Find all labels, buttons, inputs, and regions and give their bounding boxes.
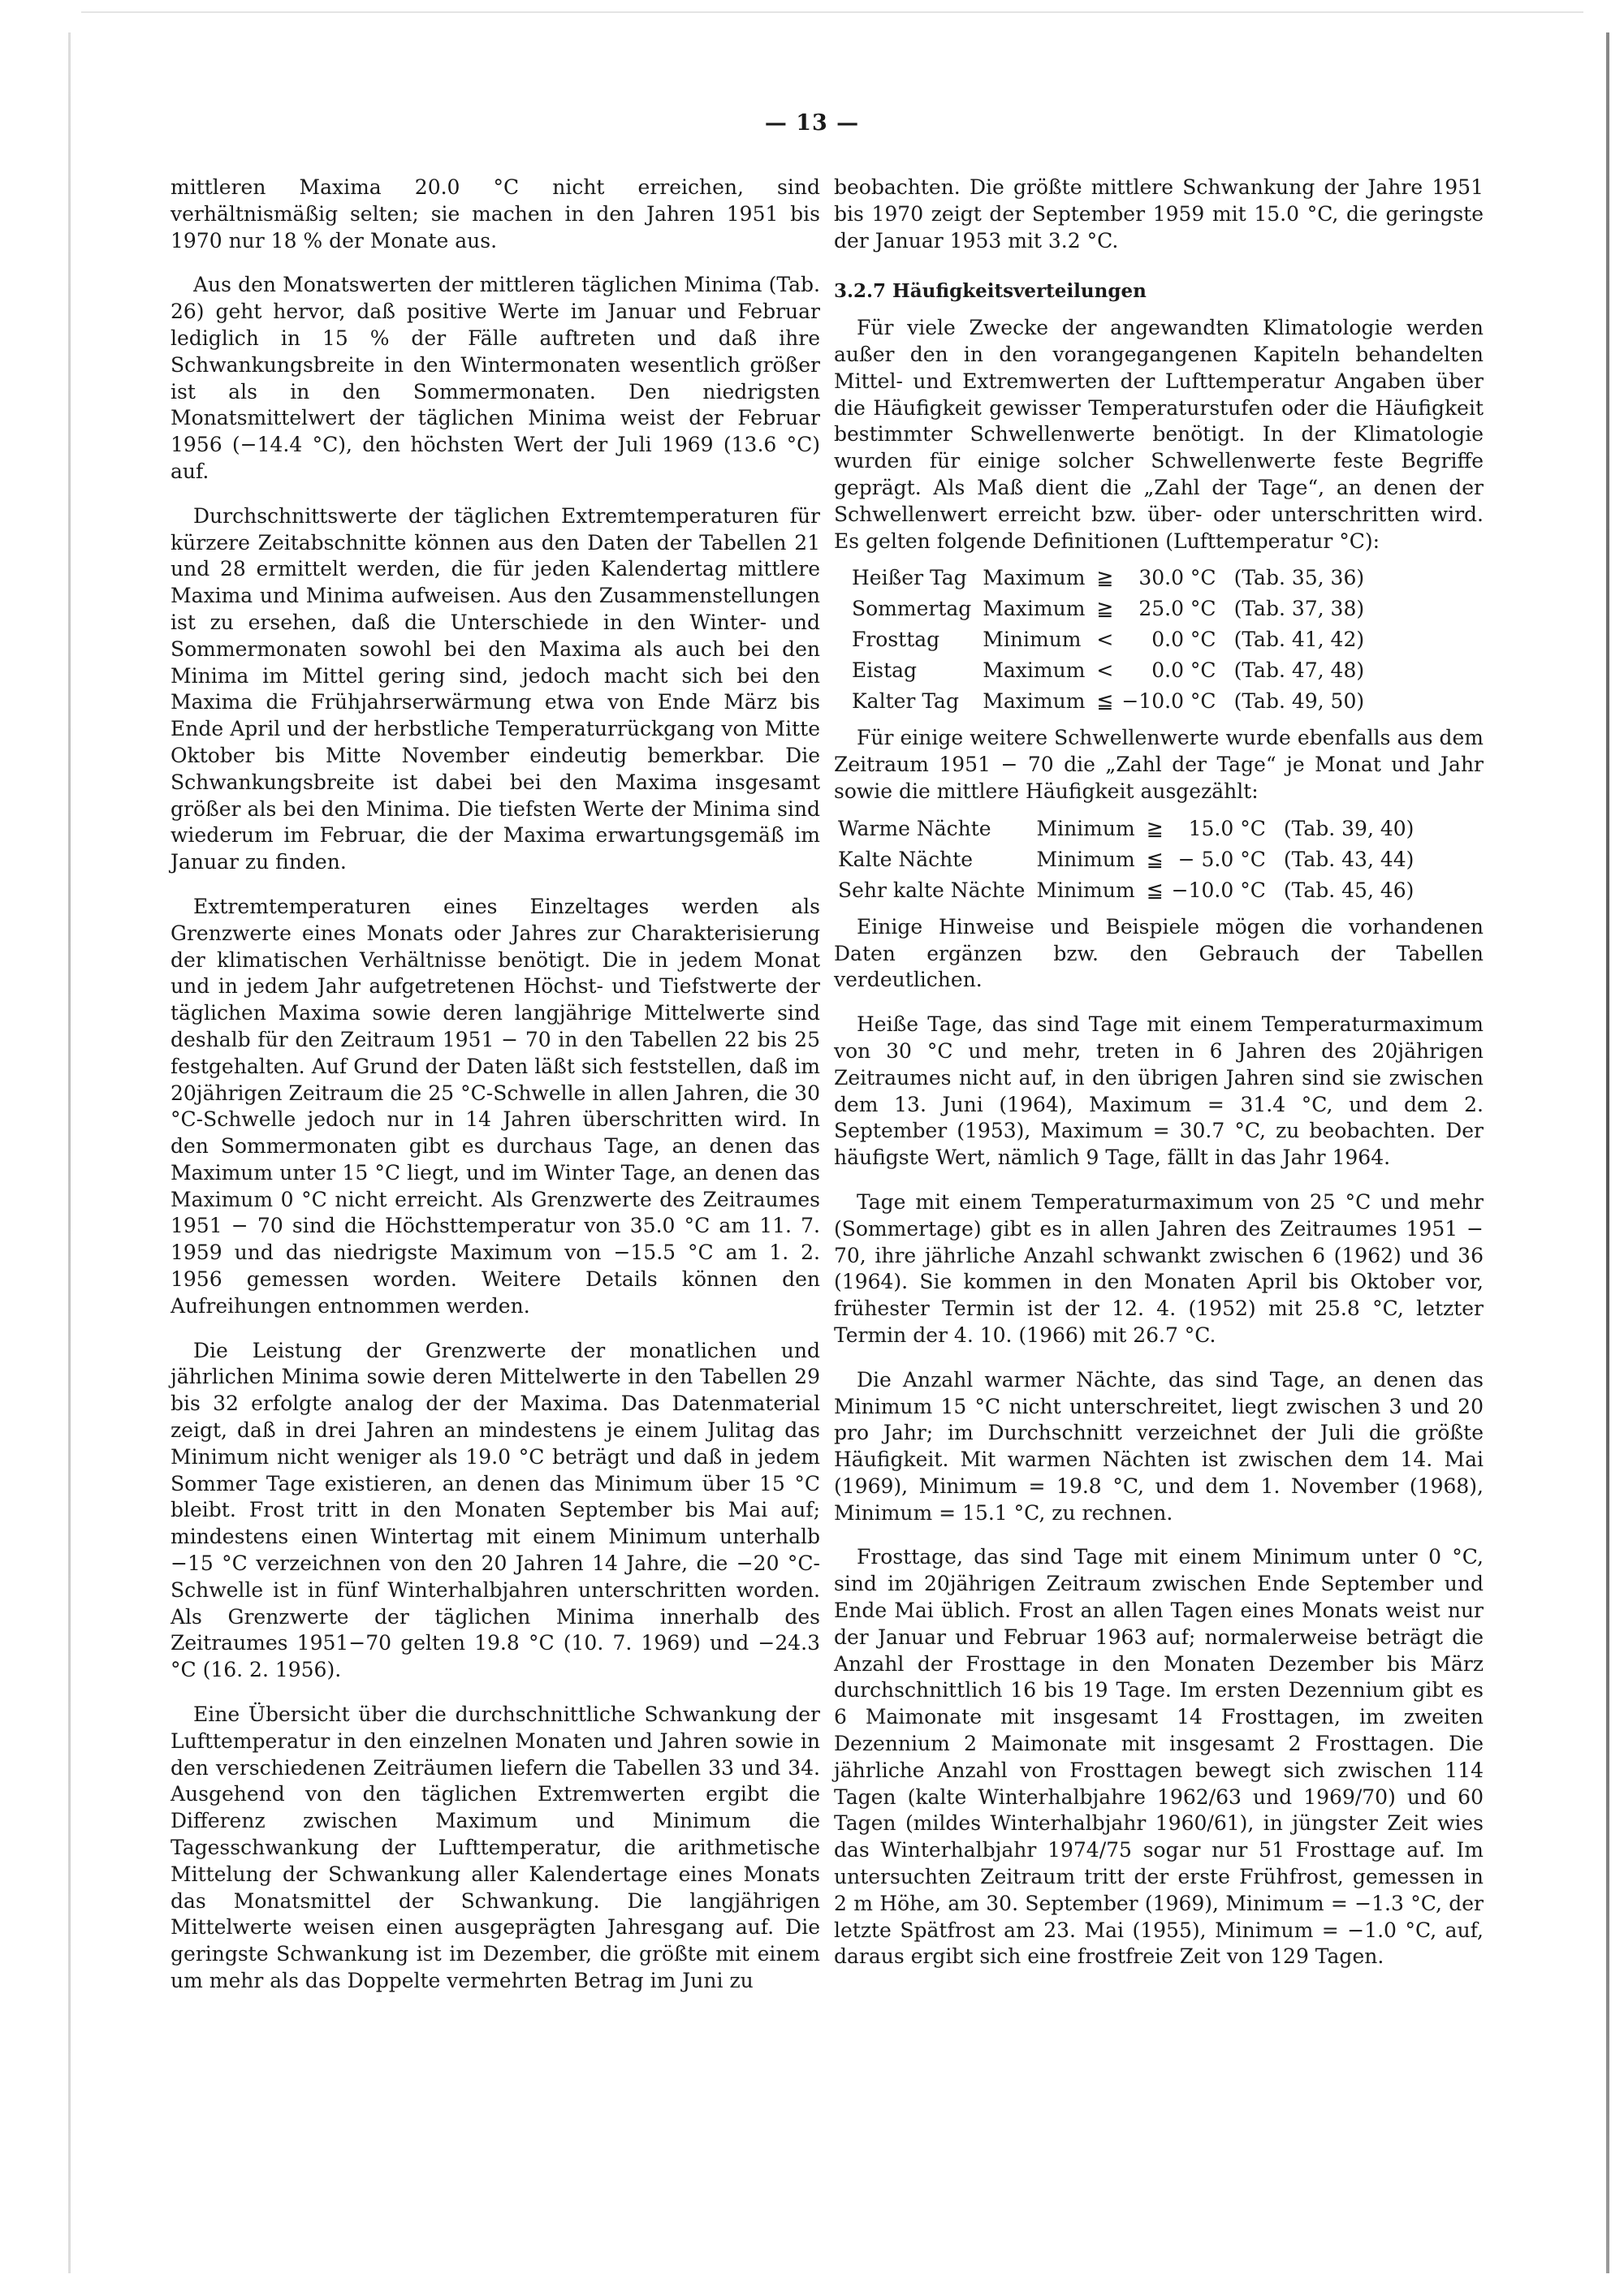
threshold-value: − 5.0 °C [1177,847,1266,871]
table-reference: (Tab. 37, 38) [1233,597,1365,621]
threshold-definitions-table [852,563,1376,717]
table-row [852,686,1376,717]
operator: ≧ [1146,816,1164,840]
term: Frosttag [852,628,940,652]
measure: Maximum [983,658,1086,683]
measure: Minimum [1036,878,1135,902]
section-heading: 3.2.7 Häufigkeitsverteilungen [834,280,1147,303]
paragraph: Heiße Tage, das sind Tage mit einem Temperaturmaximum von 30 °C und mehr, treten in 6 Jahren des 20jährigen Zeitraumes nicht auf, in den übrigen Jahren sind sie zwischen dem 13. Juni (1964), Maximum = 31.4 °C, und dem 2. September (1953), Maximum = 30.7 °C, zu beobachten. Der häufigste Wert, nämlich 9 Tage, fällt in das Jahr 1964. [834,1012,1484,1170]
threshold-value: 0.0 °C [1151,628,1216,652]
paragraph: mittleren Maxima 20.0 °C nicht erreichen, sind verhältnismäßig selten; sie machen in den Jahren 1951 bis 1970 nur 18 % der Monate aus. [171,175,820,252]
table-reference: (Tab. 43, 44) [1283,847,1415,871]
threshold-value: 15.0 °C [1188,816,1266,840]
table-row [852,655,1376,686]
table-row [838,814,1425,844]
operator: ≦ [1096,689,1114,714]
paragraph: Frosttage, das sind Tage mit einem Minimum unter 0 °C, sind im 20jährigen Zeitraum zwischen Ende September und Ende Mai üblich. Frost an allen Tagen eines Monats weist nur der Januar und Februar 1963 auf; normalerweise beträgt die Anzahl der Frosttage in den Monaten Dezember bis März durchschnittlich 16 bis 19 Tage. Im ersten Dezennium gibt es 6 Maimonate mit insgesamt 14 Frosttagen, im zweiten Dezennium 2 Maimonate mit insgesamt 2 Frosttagen. Die jährliche Anzahl von Frosttagen bewegt sich zwischen 114 Tagen (kalte Winterhalbjahre 1962/63 und 1969/70) und 60 Tagen (mildes Winterhalbjahr 1960/61), in jüngster Zeit wies das Winterhalbjahr 1974/75 sogar nur 51 Frosttage auf. Im untersuchten Zeitraum tritt der erste Frühfrost, gemessen in 2 m Höhe, am 30. September (1969), Minimum = −1.3 °C, der letzte Spätfrost am 23. Mai (1955), Minimum = −1.0 °C, auf, daraus ergibt sich eine frostfreie Zeit von 129 Tagen. [834,1545,1484,1969]
operator: ≦ [1146,847,1164,871]
paragraph: Extremtemperaturen eines Einzeltages werden als Grenzwerte eines Monats oder Jahres zur Charakterisierung der klimatischen Verhältnisse benötigt. Die in jedem Monat und in jedem Jahr aufgetretenen Höchst- und Tiefstwerte der täglichen Maxima sowie deren langjährige Mittelwerte sind deshalb für den Zeitraum 1951 − 70 in den Tabellen 22 bis 25 festgehalten. Auf Grund der Daten läßt sich feststellen, daß im 20jährigen Zeitraum die 25 °C-Schwelle in allen Jahren, die 30 °C-Schwelle jedoch nur in 14 Jahren überschritten wird. In den Sommermonaten gibt es durchaus Tage, an denen das Maximum unter 15 °C liegt, und im Winter Tage, an denen das Maximum 0 °C nicht erreicht. Als Grenzwerte des Zeitraumes 1951 − 70 sind die Höchsttemperatur von 35.0 °C am 11. 7. 1959 und das niedrigste Maximum von −15.5 °C am 1. 2. 1956 gemessen worden. Weitere Details können den Aufreihungen entnommen werden. [171,894,820,1318]
scan-edge-right [1606,32,1609,2273]
page-number: — 13 — [764,110,860,136]
paragraph: Eine Übersicht über die durchschnittliche Schwankung der Lufttemperatur in den einzelnen Monaten und Jahren sowie in den verschiedenen Zeiträumen liefern die Tabellen 33 und 34. Ausgehend von den täglichen Extremwerten ergibt die Differenz zwischen Maximum und Minimum die Tagesschwankung der Lufttemperatur, die arithmetische Mittelung der Schwankung aller Kalendertage eines Monats das Monatsmittel der Schwankung. Die langjährigen Mittelwerte weisen einen ausgeprägten Jahresgang auf. Die geringste Schwankung ist im Dezember, die größte mit einem um mehr als das Doppelte vermehrten Betrag im Juni zu [171,1703,820,1992]
paragraph: Einige Hinweise und Beispiele mögen die vorhandenen Daten ergänzen bzw. den Gebrauch der Tabellen verdeutlichen. [834,914,1484,992]
measure: Maximum [983,597,1086,621]
table-reference: (Tab. 49, 50) [1233,689,1365,714]
threshold-value: −10.0 °C [1121,689,1216,714]
paragraph: Tage mit einem Temperaturmaximum von 25 °C und mehr (Sommertage) gibt es in allen Jahren des Zeitraumes 1951 − 70, ihre jährliche Anzahl schwankt zwischen 6 (1962) und 36 (1964). Sie kommen in den Monaten April bis Oktober vor, frühester Termin ist der 12. 4. (1952) mit 25.8 °C, letzter Termin der 4. 10. (1966) mit 26.7 °C. [834,1189,1484,1347]
table-row [852,593,1376,624]
table-row [852,563,1376,593]
threshold-value: 30.0 °C [1138,566,1216,590]
paragraph: beobachten. Die größte mittlere Schwankung der Jahre 1951 bis 1970 zeigt der September 1959 mit 15.0 °C, die geringste der Januar 1953 mit 3.2 °C. [834,175,1484,252]
term: Sehr kalte Nächte [838,878,1026,902]
measure: Minimum [1036,816,1135,840]
paragraph: Für viele Zwecke der angewandten Klimatologie werden außer den in den vorangegangenen Kapiteln behandelten Mittel- und Extremwerten der Lufttemperatur Angaben über die Häufigkeit gewisser Temperaturstufen oder die Häufigkeit bestimmter Schwellenwerte benötigt. In der Klimatologie wurden für einige solcher Schwellenwerte feste Begriffe geprägt. Als Maß dient die „Zahl der Tage“, an denen der Schwellenwert erreicht bzw. über- oder unterschritten wird. Es gelten folgende Definitionen (Lufttemperatur °C): [834,316,1484,553]
paragraph: Die Leistung der Grenzwerte der monatlichen und jährlichen Minima sowie deren Mittelwerte in den Tabellen 29 bis 32 erfolgte analog der der Maxima. Das Datenmaterial zeigt, daß in drei Jahren an mindestens je einem Julitag das Minimum nicht weniger als 19.0 °C beträgt und daß in jedem Sommer Tage existieren, an denen das Minimum über 15 °C bleibt. Frost tritt in den Monaten September bis Mai auf; mindestens einen Wintertag mit einem Minimum unterhalb −15 °C verzeichnen von den 20 Jahren 14 Jahre, die −20 °C-Schwelle ist in fünf Winterhalbjahren unterschritten worden. Als Grenzwerte der täglichen Minima innerhalb des Zeitraumes 1951−70 gelten 19.8 °C (10. 7. 1969) und −24.3 °C (16. 2. 1956). [171,1338,820,1682]
table-reference: (Tab. 41, 42) [1233,628,1365,652]
paragraph: Für einige weitere Schwellenwerte wurde ebenfalls aus dem Zeitraum 1951 − 70 die „Zahl der Tage“ je Monat und Jahr sowie die mittlere Häufigkeit ausgezählt: [834,726,1484,803]
threshold-value: −10.0 °C [1171,878,1266,902]
left-column [171,175,820,2013]
paragraph: Die Anzahl warmer Nächte, das sind Tage, an denen das Minimum 15 °C nicht unterschreitet, liegt zwischen 3 und 20 pro Jahr; im Durchschnitt verzeichnet der Juli die größte Häufigkeit. Mit warmen Nächten ist zwischen dem 14. Mai (1969), Minimum = 19.8 °C, und dem 1. November (1968), Minimum = 15.1 °C, zu rechnen. [834,1367,1484,1525]
operator: < [1096,658,1114,683]
right-column [834,175,1484,1988]
measure: Maximum [983,566,1086,590]
table-reference: (Tab. 39, 40) [1283,816,1415,840]
table-row [852,624,1376,655]
operator: ≧ [1096,566,1114,590]
table-row [838,875,1425,906]
measure: Minimum [1036,847,1135,871]
term: Sommertag [852,597,972,621]
term: Kalter Tag [852,689,959,714]
table-reference: (Tab. 35, 36) [1233,566,1365,590]
measure: Maximum [983,689,1086,714]
threshold-value: 25.0 °C [1138,597,1216,621]
scan-edge-left [68,32,71,2273]
operator: ≦ [1146,878,1164,902]
paragraph: Aus den Monatswerten der mittleren täglichen Minima (Tab. 26) geht hervor, daß positive Werte im Januar und Februar lediglich in 15 % der Fälle auftreten und daß ihre Schwankungsbreite in den Wintermonaten wesentlich größer ist als in den Sommermonaten. Den niedrigsten Monatsmittelwert der täglichen Minima weist der Februar 1956 (−14.4 °C), den höchsten Wert der Juli 1969 (13.6 °C) auf. [171,273,820,483]
paragraph: Durchschnittswerte der täglichen Extremtemperaturen für kürzere Zeitabschnitte können aus den Daten der Tabellen 21 und 28 ermittelt werden, die für jeden Kalendertag mittlere Maxima und Minima aufweisen. Aus den Zusammenstellungen ist zu ersehen, daß die Unterschiede in den Winter- und Sommermonaten sowohl bei den Maxima als auch bei den Minima im Mittel gering sind, jedoch macht sich bei den Maxima die Frühjahrserwärmung etwa von Ende März bis Ende April und der herbstliche Temperaturrückgang von Mitte Oktober bis Mitte November eindeutig bemerkbar. Die Schwankungsbreite ist dabei bei den Maxima insgesamt größer als bei den Minima. Die tiefsten Werte der Minima sind wiederum im Februar, die der Maxima erwartungsgemäß im Januar zu finden. [171,503,820,874]
table-reference: (Tab. 47, 48) [1233,658,1365,683]
table-reference: (Tab. 45, 46) [1283,878,1415,902]
table-row [838,844,1425,875]
threshold-value: 0.0 °C [1151,658,1216,683]
term: Heißer Tag [852,566,967,590]
scan-edge-top [81,11,1583,13]
term: Eistag [852,658,918,683]
additional-thresholds-table [838,814,1425,906]
measure: Minimum [983,628,1082,652]
operator: ≧ [1096,597,1114,621]
term: Kalte Nächte [838,847,974,871]
term: Warme Nächte [838,816,991,840]
operator: < [1096,628,1114,652]
